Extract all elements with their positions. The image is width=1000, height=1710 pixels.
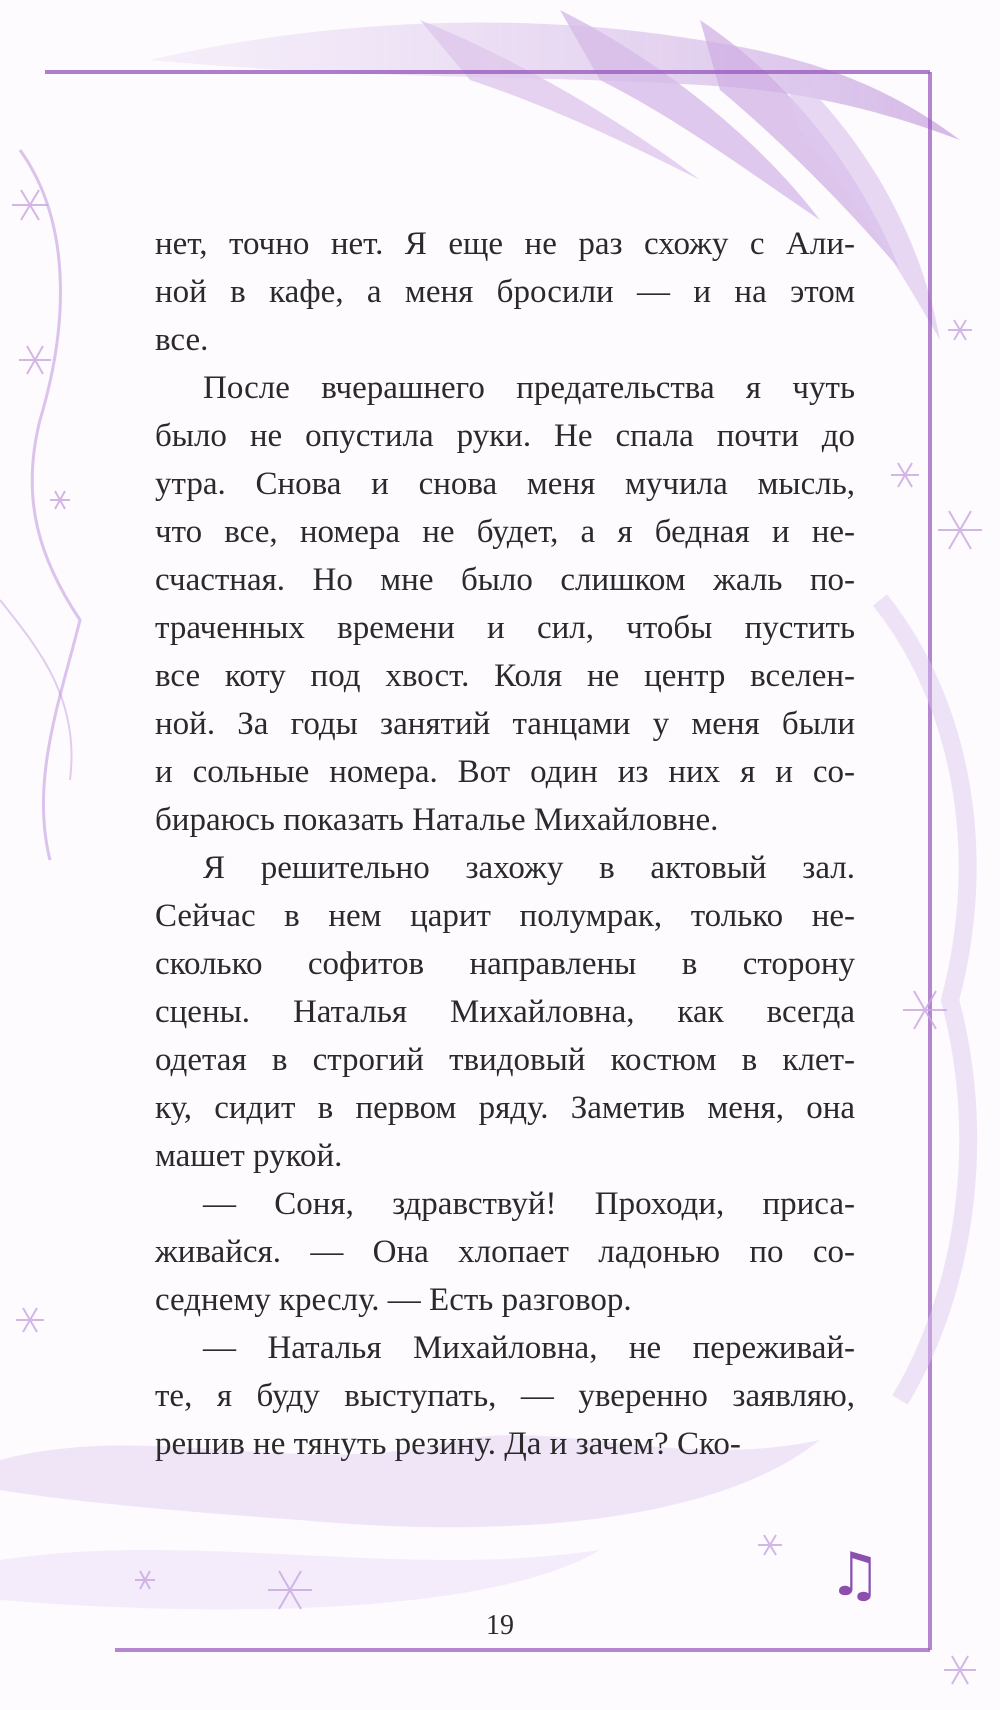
page-number: 19 bbox=[486, 1610, 514, 1641]
text-line: и сольные номера. Вот один из них я и со- bbox=[155, 754, 855, 790]
paragraph bbox=[155, 844, 855, 1180]
text-line: Я решительно захожу в актовый зал. bbox=[203, 850, 855, 886]
text-line: ной. За годы занятий танцами у меня были bbox=[155, 706, 855, 742]
text-line: одетая в строгий твидовый костюм в клет- bbox=[155, 1042, 855, 1078]
text-line: машет рукой. bbox=[155, 1138, 343, 1174]
paragraph bbox=[155, 220, 855, 364]
text-line: траченных времени и сил, чтобы пустить bbox=[155, 610, 855, 646]
text-line: те, я буду выступать, — уверенно заявляю, bbox=[155, 1378, 855, 1414]
text-line: После вчерашнего предательства я чуть bbox=[203, 370, 855, 406]
text-line: все. bbox=[155, 322, 209, 358]
text-line: ку, сидит в первом ряду. Заметив меня, она bbox=[155, 1090, 855, 1126]
paragraph bbox=[155, 1180, 855, 1324]
text-line: утра. Снова и снова меня мучила мысль, bbox=[155, 466, 855, 502]
text-line: нет, точно нет. Я еще не раз схожу с Али- bbox=[155, 226, 855, 262]
paragraph bbox=[155, 364, 855, 844]
text-line: сколько софитов направлены в сторону bbox=[155, 946, 855, 982]
text-line: счастная. Но мне было слишком жаль по- bbox=[155, 562, 855, 598]
text-line: — Наталья Михайловна, не переживай- bbox=[203, 1330, 855, 1366]
body-text bbox=[155, 220, 855, 1468]
text-line: живайся. — Она хлопает ладонью по со- bbox=[155, 1234, 855, 1270]
paragraph bbox=[155, 1324, 855, 1468]
text-line: — Соня, здравствуй! Проходи, приса- bbox=[203, 1186, 855, 1222]
text-line: было не опустила руки. Не спала почти до bbox=[155, 418, 855, 454]
text-line: сцены. Наталья Михайловна, как всегда bbox=[155, 994, 855, 1030]
text-line: ной в кафе, а меня бросили — и на этом bbox=[155, 274, 855, 310]
text-line: седнему креслу. — Есть разговор. bbox=[155, 1282, 632, 1318]
text-line: что все, номера не будет, а я бедная и не- bbox=[155, 514, 855, 550]
text-line: бираюсь показать Наталье Михайловне. bbox=[155, 802, 719, 838]
music-note-icon: ♫ bbox=[828, 1540, 882, 1610]
text-line: все коту под хвост. Коля не центр вселен- bbox=[155, 658, 855, 694]
text-line: Сейчас в нем царит полумрак, только не- bbox=[155, 898, 855, 934]
text-line: решив не тянуть резину. Да и зачем? Ско- bbox=[155, 1426, 741, 1462]
